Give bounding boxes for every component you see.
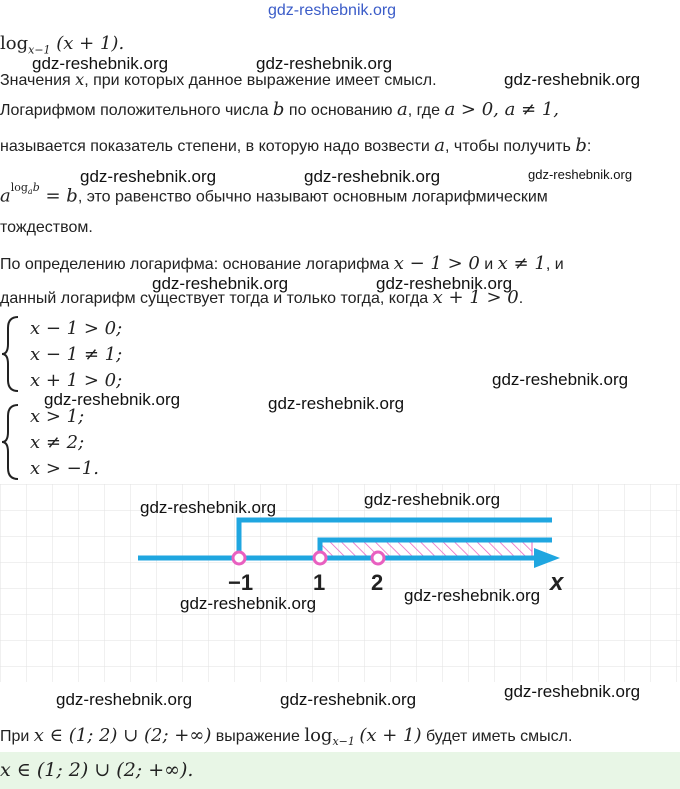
watermark: gdz-reshebnik.org (504, 682, 641, 701)
system-1-row: x − 1 > 0; (30, 318, 123, 339)
watermark: gdz-reshebnik.org (528, 167, 633, 182)
definition-line-1: Логарифмом положительного числа b по основанию a, где a > 0, a ≠ 1, (0, 99, 560, 120)
condition-line-2: данный логарифм существует тогда и только тогда, когда x + 1 > 0. (0, 287, 524, 308)
system-1 (0, 314, 200, 394)
watermark: gdz-reshebnik.org (140, 498, 277, 517)
number-line-figure (0, 484, 680, 682)
system-2-row: x > 1; (30, 406, 85, 427)
system-2-row: x ≠ 2; (30, 432, 85, 453)
watermark: gdz-reshebnik.org (504, 70, 641, 89)
header-expression: $\log_{x-1} (x + 1)$. (0, 33, 125, 57)
system-1-row: x + 1 > 0; (30, 370, 123, 391)
definition-line-2: называется показатель степени, в которую надо возвести a, чтобы получить b: (0, 135, 592, 156)
watermark: gdz-reshebnik.org (304, 167, 441, 186)
identity-line-2: тождеством. (0, 219, 93, 236)
values-text: Значения x, при которых данное выражение имеет смысл. (0, 70, 437, 89)
axis-label-x: x (550, 569, 564, 596)
brace-icon (0, 314, 24, 394)
label-one: 1 (313, 570, 326, 595)
conclusion-line: При x ∈ (1; 2) ∪ (2; +∞) выражение $\log_{x-1} (x + 1)$ будет иметь смысл. (0, 725, 573, 749)
watermark: gdz-reshebnik.org (404, 586, 541, 605)
watermark: gdz-reshebnik.org (32, 54, 169, 73)
system-2 (0, 402, 200, 482)
brace-icon (0, 402, 24, 482)
system-1-row: x − 1 ≠ 1; (30, 344, 123, 365)
watermark: gdz-reshebnik.org (376, 274, 513, 293)
watermark: gdz-reshebnik.org (256, 54, 393, 73)
answer-box (0, 752, 680, 789)
point-two (372, 552, 384, 564)
system-2-row: x > −1. (30, 458, 99, 479)
watermark: gdz-reshebnik.org (280, 690, 417, 709)
point-minus-one (233, 552, 245, 564)
condition-line-1: По определению логарифма: основание логарифма x − 1 > 0 и x ≠ 1, и (0, 253, 564, 274)
grid-background (0, 484, 680, 682)
identity-line: $a^{log_ab} = b$, это равенство обычно называют основным логарифмическим (0, 181, 548, 207)
watermark: gdz-reshebnik.org (492, 370, 629, 389)
watermark: gdz-reshebnik.org (56, 690, 193, 709)
watermark: gdz-reshebnik.org (364, 490, 501, 509)
answer-text: x ∈ (1; 2) ∪ (2; +∞). (0, 759, 194, 781)
watermark: gdz-reshebnik.org (268, 2, 397, 19)
watermark: gdz-reshebnik.org (180, 594, 317, 613)
watermark: gdz-reshebnik.org (152, 274, 289, 293)
point-one (314, 552, 326, 564)
watermark: gdz-reshebnik.org (44, 390, 181, 409)
hatched-solution-region (320, 540, 532, 558)
label-two: 2 (371, 570, 384, 595)
watermark: gdz-reshebnik.org (268, 394, 405, 413)
watermark: gdz-reshebnik.org (80, 167, 217, 186)
label-minus-one: −1 (228, 570, 254, 595)
